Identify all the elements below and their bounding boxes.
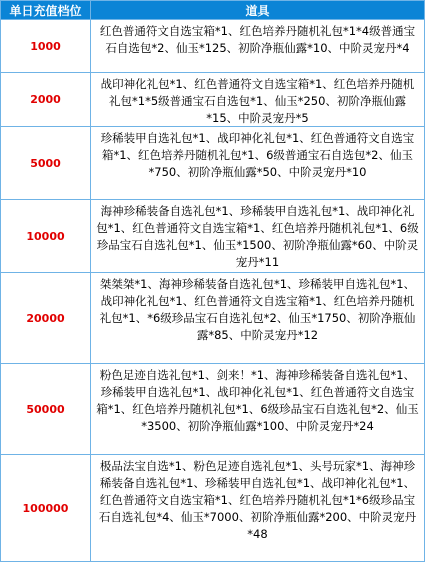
tier-value: 5000 xyxy=(1,127,91,199)
table-row xyxy=(1,454,424,561)
tier-value: 10000 xyxy=(1,200,91,272)
reward-list: 极品法宝自选*1、粉色足迹自选礼包*1、头号玩家*1、海神珍稀装备自选礼包*1、珍稀装甲自选礼包*1、战印神化礼包*1、红色普通符文自选宝箱*1、红色培养丹随机礼包*1*6级珍品宝石自选礼包*4、仙玉*7000、初阶净瓶仙露*200、中阶灵宠丹*48 xyxy=(98,459,417,541)
table-header xyxy=(1,1,424,19)
header-reward: 道具 xyxy=(245,3,270,18)
tier-value: 2000 xyxy=(1,73,91,126)
tier-value: 1000 xyxy=(1,20,91,72)
tier-value: 50000 xyxy=(1,364,91,454)
table-row xyxy=(1,126,424,199)
reward-list: 战印神化礼包*1、红色普通符文自选宝箱*1、红色培养丹随机礼包*1*5级普通宝石自选包*1、仙玉*250、初阶净瓶仙露*15、中阶灵宠丹*5 xyxy=(100,77,415,125)
reward-list: 红色普通符文自选宝箱*1、红色培养丹随机礼包*1*4级普通宝石自选包*2、仙玉*125、初阶净瓶仙露*10、中阶灵宠丹*4 xyxy=(99,24,416,55)
reward-list: 海神珍稀装备自选礼包*1、珍稀装甲自选礼包*1、战印神化礼包*1、红色普通符文自选宝箱*1、红色培养丹随机礼包*1、6级珍品宝石自选礼包*1、仙玉*1500、初阶净瓶仙露*60、中阶灵宠丹*11 xyxy=(96,204,419,269)
tier-value: 20000 xyxy=(1,273,91,363)
tier-value: 100000 xyxy=(1,455,91,561)
table-row xyxy=(1,19,424,72)
table-row xyxy=(1,363,424,454)
reward-list: 桀桀桀*1、海神珍稀装备自选礼包*1、珍稀装甲自选礼包*1、战印神化礼包*1、红色普通符文自选宝箱*1、红色培养丹随机礼包*1、*6级珍品宝石自选礼包*2、仙玉*1750、初阶净瓶仙露*85、中阶灵宠丹*12 xyxy=(99,277,416,342)
reward-list: 粉色足迹自选礼包*1、剑来！*1、海神珍稀装备自选礼包*1、珍稀装甲自选礼包*1、战印神化礼包*1、红色普通符文自选宝箱*1、红色培养丹随机礼包*1、6级珍品宝石自选礼包*2、仙玉*3500、初阶净瓶仙露*100、中阶灵宠丹*24 xyxy=(96,368,419,433)
header-tier: 单日充值档位 xyxy=(1,1,91,19)
table-row xyxy=(1,272,424,363)
table-row xyxy=(1,72,424,126)
table-row xyxy=(1,199,424,272)
reward-list: 珍稀装甲自选礼包*1、战印神化礼包*1、红色普通符文自选宝箱*1、红色培养丹随机礼包*1、6级普通宝石自选包*2、仙玉*750、初阶净瓶仙露*50、中阶灵宠丹*10 xyxy=(100,131,415,179)
